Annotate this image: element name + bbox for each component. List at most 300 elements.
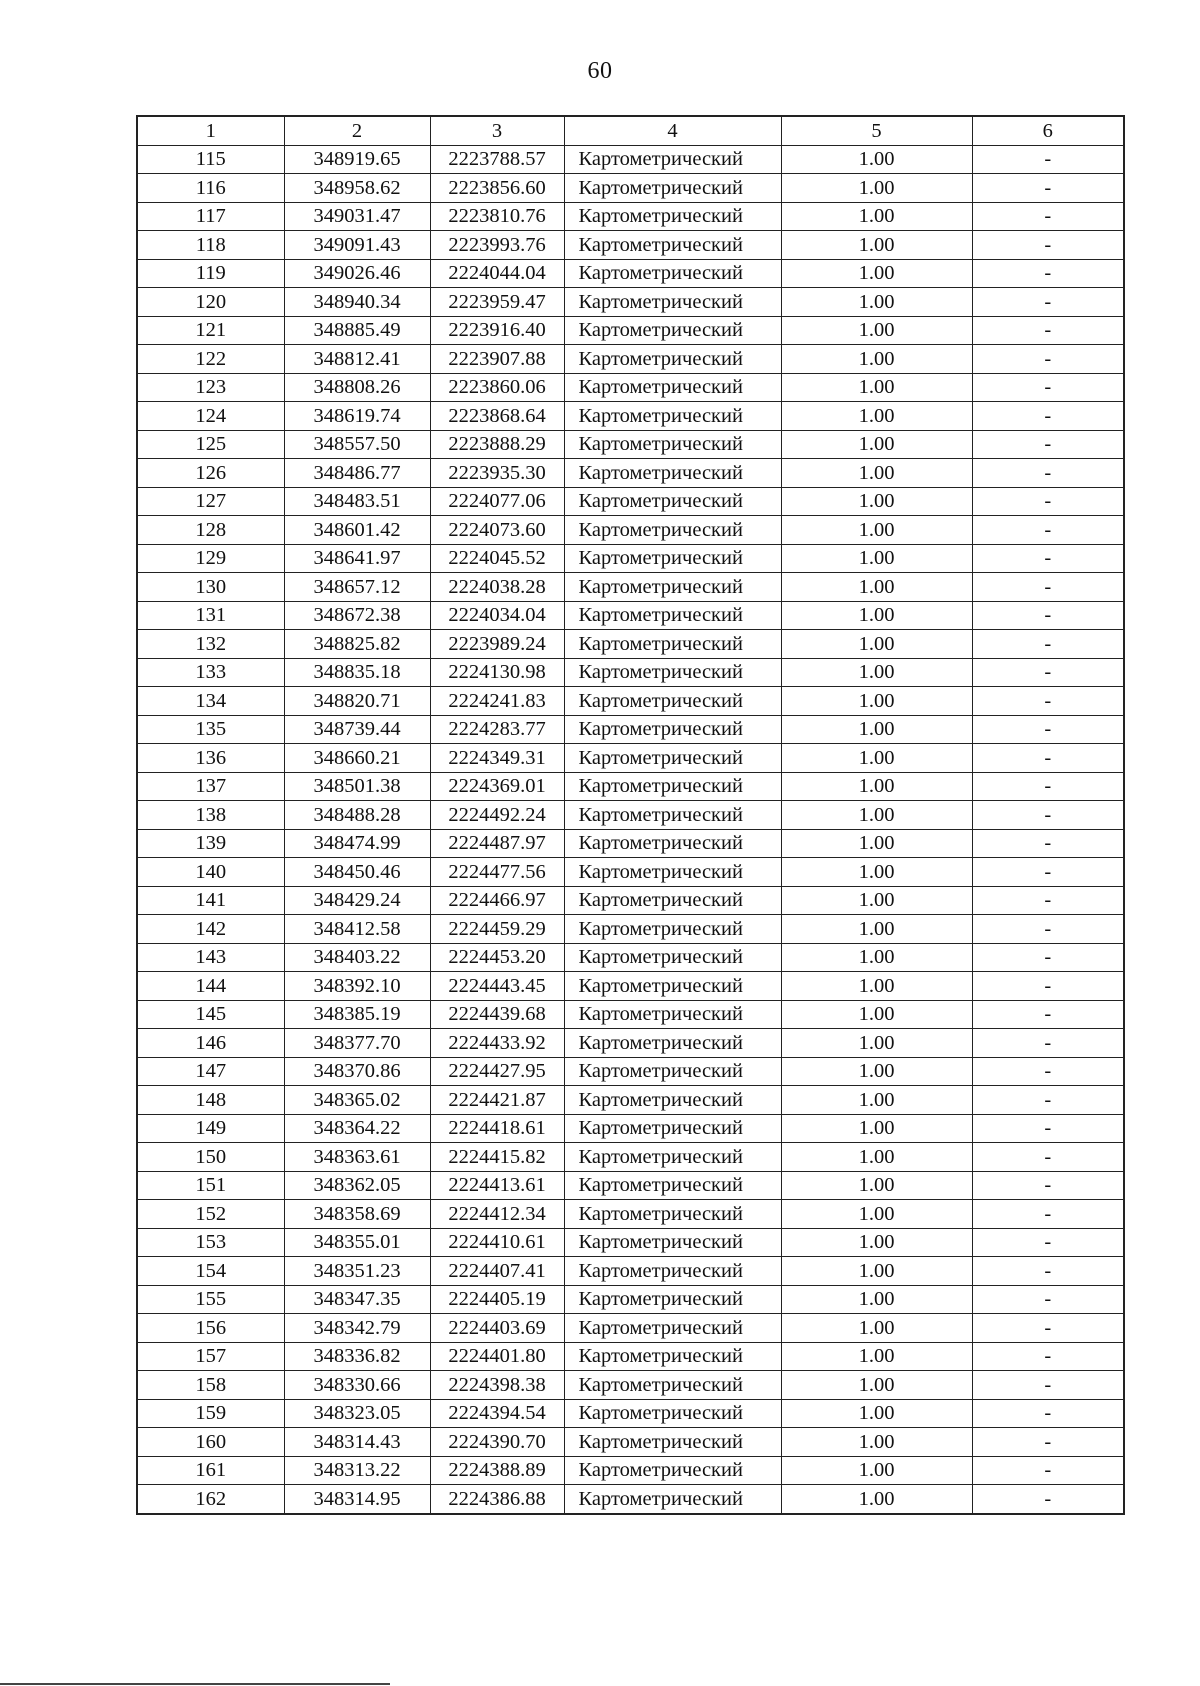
page-number: 60 [587, 58, 613, 84]
table-row [137, 943, 1124, 972]
table-row [137, 288, 1124, 317]
point-number-cell: 145 [137, 1000, 284, 1029]
accuracy-cell: 1.00 [781, 1371, 972, 1400]
y-coordinate-cell: 2224433.92 [430, 1029, 564, 1058]
method-cell: Картометрический [564, 402, 781, 431]
point-number-cell: 140 [137, 858, 284, 887]
x-coordinate-cell: 348657.12 [284, 573, 430, 602]
point-number-cell: 121 [137, 316, 284, 345]
accuracy-cell: 1.00 [781, 1171, 972, 1200]
method-cell: Картометрический [564, 1200, 781, 1229]
point-number-cell: 131 [137, 601, 284, 630]
method-cell: Картометрический [564, 943, 781, 972]
method-cell: Картометрический [564, 288, 781, 317]
point-number-cell: 136 [137, 744, 284, 773]
description-cell: - [972, 1485, 1124, 1514]
accuracy-cell: 1.00 [781, 430, 972, 459]
accuracy-cell: 1.00 [781, 1057, 972, 1086]
method-cell: Картометрический [564, 601, 781, 630]
method-cell: Картометрический [564, 1057, 781, 1086]
x-coordinate-cell: 348557.50 [284, 430, 430, 459]
y-coordinate-cell: 2224403.69 [430, 1314, 564, 1343]
description-cell: - [972, 1428, 1124, 1457]
point-number-cell: 123 [137, 373, 284, 402]
x-coordinate-cell: 348351.23 [284, 1257, 430, 1286]
column-header-2: 2 [284, 116, 430, 145]
point-number-cell: 137 [137, 772, 284, 801]
point-number-cell: 151 [137, 1171, 284, 1200]
table-row [137, 601, 1124, 630]
accuracy-cell: 1.00 [781, 972, 972, 1001]
table-row [137, 1000, 1124, 1029]
method-cell: Картометрический [564, 858, 781, 887]
description-cell: - [972, 373, 1124, 402]
point-number-cell: 146 [137, 1029, 284, 1058]
table-header-row [137, 116, 1124, 145]
y-coordinate-cell: 2224394.54 [430, 1399, 564, 1428]
table-row [137, 858, 1124, 887]
description-cell: - [972, 174, 1124, 203]
x-coordinate-cell: 348412.58 [284, 915, 430, 944]
accuracy-cell: 1.00 [781, 316, 972, 345]
table-row [137, 573, 1124, 602]
y-coordinate-cell: 2223959.47 [430, 288, 564, 317]
column-header-3: 3 [430, 116, 564, 145]
x-coordinate-cell: 348392.10 [284, 972, 430, 1001]
accuracy-cell: 1.00 [781, 573, 972, 602]
point-number-cell: 118 [137, 231, 284, 260]
accuracy-cell: 1.00 [781, 1228, 972, 1257]
table-row [137, 1314, 1124, 1343]
point-number-cell: 115 [137, 145, 284, 174]
x-coordinate-cell: 348370.86 [284, 1057, 430, 1086]
description-cell: - [972, 801, 1124, 830]
y-coordinate-cell: 2223856.60 [430, 174, 564, 203]
method-cell: Картометрический [564, 259, 781, 288]
point-number-cell: 152 [137, 1200, 284, 1229]
method-cell: Картометрический [564, 1485, 781, 1514]
accuracy-cell: 1.00 [781, 516, 972, 545]
y-coordinate-cell: 2223935.30 [430, 459, 564, 488]
x-coordinate-cell: 348672.38 [284, 601, 430, 630]
point-number-cell: 150 [137, 1143, 284, 1172]
point-number-cell: 125 [137, 430, 284, 459]
description-cell: - [972, 915, 1124, 944]
table-row [137, 1086, 1124, 1115]
x-coordinate-cell: 348474.99 [284, 829, 430, 858]
table-row [137, 1114, 1124, 1143]
table-row [137, 202, 1124, 231]
method-cell: Картометрический [564, 573, 781, 602]
accuracy-cell: 1.00 [781, 1086, 972, 1115]
description-cell: - [972, 430, 1124, 459]
method-cell: Картометрический [564, 630, 781, 659]
method-cell: Картометрический [564, 202, 781, 231]
accuracy-cell: 1.00 [781, 1029, 972, 1058]
point-number-cell: 147 [137, 1057, 284, 1086]
point-number-cell: 116 [137, 174, 284, 203]
accuracy-cell: 1.00 [781, 715, 972, 744]
method-cell: Картометрический [564, 801, 781, 830]
x-coordinate-cell: 348358.69 [284, 1200, 430, 1229]
description-cell: - [972, 345, 1124, 374]
y-coordinate-cell: 2224386.88 [430, 1485, 564, 1514]
method-cell: Картометрический [564, 1456, 781, 1485]
method-cell: Картометрический [564, 1342, 781, 1371]
x-coordinate-cell: 348835.18 [284, 658, 430, 687]
accuracy-cell: 1.00 [781, 943, 972, 972]
accuracy-cell: 1.00 [781, 1342, 972, 1371]
description-cell: - [972, 202, 1124, 231]
description-cell: - [972, 886, 1124, 915]
table-row [137, 174, 1124, 203]
y-coordinate-cell: 2224044.04 [430, 259, 564, 288]
description-cell: - [972, 316, 1124, 345]
method-cell: Картометрический [564, 658, 781, 687]
point-number-cell: 124 [137, 402, 284, 431]
point-number-cell: 132 [137, 630, 284, 659]
y-coordinate-cell: 2224077.06 [430, 487, 564, 516]
accuracy-cell: 1.00 [781, 1000, 972, 1029]
method-cell: Картометрический [564, 145, 781, 174]
x-coordinate-cell: 349031.47 [284, 202, 430, 231]
accuracy-cell: 1.00 [781, 772, 972, 801]
description-cell: - [972, 1143, 1124, 1172]
description-cell: - [972, 1342, 1124, 1371]
description-cell: - [972, 687, 1124, 716]
x-coordinate-cell: 348347.35 [284, 1285, 430, 1314]
column-header-5: 5 [781, 116, 972, 145]
description-cell: - [972, 601, 1124, 630]
description-cell: - [972, 1314, 1124, 1343]
point-number-cell: 129 [137, 544, 284, 573]
point-number-cell: 162 [137, 1485, 284, 1514]
y-coordinate-cell: 2223907.88 [430, 345, 564, 374]
y-coordinate-cell: 2223888.29 [430, 430, 564, 459]
y-coordinate-cell: 2224407.41 [430, 1257, 564, 1286]
y-coordinate-cell: 2224034.04 [430, 601, 564, 630]
point-number-cell: 135 [137, 715, 284, 744]
table-row [137, 1171, 1124, 1200]
table-row [137, 886, 1124, 915]
accuracy-cell: 1.00 [781, 1285, 972, 1314]
x-coordinate-cell: 348450.46 [284, 858, 430, 887]
table-row [137, 1029, 1124, 1058]
description-cell: - [972, 231, 1124, 260]
accuracy-cell: 1.00 [781, 801, 972, 830]
point-number-cell: 160 [137, 1428, 284, 1457]
y-coordinate-cell: 2224418.61 [430, 1114, 564, 1143]
x-coordinate-cell: 348483.51 [284, 487, 430, 516]
description-cell: - [972, 715, 1124, 744]
x-coordinate-cell: 348365.02 [284, 1086, 430, 1115]
x-coordinate-cell: 348739.44 [284, 715, 430, 744]
coordinates-table-wrapper [136, 115, 1125, 1515]
method-cell: Картометрический [564, 886, 781, 915]
table-row [137, 487, 1124, 516]
table-row [137, 658, 1124, 687]
point-number-cell: 127 [137, 487, 284, 516]
point-number-cell: 141 [137, 886, 284, 915]
point-number-cell: 122 [137, 345, 284, 374]
y-coordinate-cell: 2224283.77 [430, 715, 564, 744]
accuracy-cell: 1.00 [781, 1314, 972, 1343]
point-number-cell: 154 [137, 1257, 284, 1286]
table-row [137, 630, 1124, 659]
accuracy-cell: 1.00 [781, 915, 972, 944]
table-row [137, 373, 1124, 402]
point-number-cell: 156 [137, 1314, 284, 1343]
description-cell: - [972, 658, 1124, 687]
y-coordinate-cell: 2224241.83 [430, 687, 564, 716]
point-number-cell: 119 [137, 259, 284, 288]
y-coordinate-cell: 2224410.61 [430, 1228, 564, 1257]
table-body [137, 145, 1124, 1514]
y-coordinate-cell: 2223810.76 [430, 202, 564, 231]
accuracy-cell: 1.00 [781, 487, 972, 516]
accuracy-cell: 1.00 [781, 174, 972, 203]
accuracy-cell: 1.00 [781, 1428, 972, 1457]
table-row [137, 1485, 1124, 1514]
method-cell: Картометрический [564, 1428, 781, 1457]
x-coordinate-cell: 348825.82 [284, 630, 430, 659]
method-cell: Картометрический [564, 373, 781, 402]
table-row [137, 316, 1124, 345]
y-coordinate-cell: 2224413.61 [430, 1171, 564, 1200]
point-number-cell: 142 [137, 915, 284, 944]
accuracy-cell: 1.00 [781, 658, 972, 687]
accuracy-cell: 1.00 [781, 858, 972, 887]
y-coordinate-cell: 2224390.70 [430, 1428, 564, 1457]
method-cell: Картометрический [564, 1314, 781, 1343]
point-number-cell: 157 [137, 1342, 284, 1371]
y-coordinate-cell: 2224405.19 [430, 1285, 564, 1314]
column-header-1: 1 [137, 116, 284, 145]
method-cell: Картометрический [564, 1029, 781, 1058]
table-row [137, 1371, 1124, 1400]
table-row [137, 1285, 1124, 1314]
accuracy-cell: 1.00 [781, 259, 972, 288]
table-row [137, 1456, 1124, 1485]
method-cell: Картометрический [564, 1114, 781, 1143]
y-coordinate-cell: 2224130.98 [430, 658, 564, 687]
accuracy-cell: 1.00 [781, 601, 972, 630]
point-number-cell: 158 [137, 1371, 284, 1400]
table-row [137, 1228, 1124, 1257]
x-coordinate-cell: 348364.22 [284, 1114, 430, 1143]
point-number-cell: 153 [137, 1228, 284, 1257]
method-cell: Картометрический [564, 687, 781, 716]
accuracy-cell: 1.00 [781, 345, 972, 374]
x-coordinate-cell: 348385.19 [284, 1000, 430, 1029]
description-cell: - [972, 972, 1124, 1001]
method-cell: Картометрический [564, 1371, 781, 1400]
x-coordinate-cell: 348812.41 [284, 345, 430, 374]
description-cell: - [972, 459, 1124, 488]
description-cell: - [972, 1257, 1124, 1286]
x-coordinate-cell: 349091.43 [284, 231, 430, 260]
table-row [137, 1057, 1124, 1086]
point-number-cell: 117 [137, 202, 284, 231]
x-coordinate-cell: 348314.43 [284, 1428, 430, 1457]
point-number-cell: 148 [137, 1086, 284, 1115]
accuracy-cell: 1.00 [781, 886, 972, 915]
method-cell: Картометрический [564, 459, 781, 488]
description-cell: - [972, 1285, 1124, 1314]
y-coordinate-cell: 2224421.87 [430, 1086, 564, 1115]
x-coordinate-cell: 348660.21 [284, 744, 430, 773]
y-coordinate-cell: 2224401.80 [430, 1342, 564, 1371]
x-coordinate-cell: 348641.97 [284, 544, 430, 573]
description-cell: - [972, 1057, 1124, 1086]
x-coordinate-cell: 348601.42 [284, 516, 430, 545]
table-row [137, 402, 1124, 431]
point-number-cell: 139 [137, 829, 284, 858]
column-header-6: 6 [972, 116, 1124, 145]
method-cell: Картометрический [564, 516, 781, 545]
point-number-cell: 138 [137, 801, 284, 830]
accuracy-cell: 1.00 [781, 1143, 972, 1172]
y-coordinate-cell: 2224487.97 [430, 829, 564, 858]
method-cell: Картометрический [564, 174, 781, 203]
description-cell: - [972, 573, 1124, 602]
y-coordinate-cell: 2224073.60 [430, 516, 564, 545]
point-number-cell: 149 [137, 1114, 284, 1143]
table-row [137, 1257, 1124, 1286]
y-coordinate-cell: 2223989.24 [430, 630, 564, 659]
accuracy-cell: 1.00 [781, 1399, 972, 1428]
table-row [137, 430, 1124, 459]
description-cell: - [972, 943, 1124, 972]
method-cell: Картометрический [564, 1285, 781, 1314]
x-coordinate-cell: 348501.38 [284, 772, 430, 801]
y-coordinate-cell: 2223868.64 [430, 402, 564, 431]
point-number-cell: 159 [137, 1399, 284, 1428]
description-cell: - [972, 1086, 1124, 1115]
x-coordinate-cell: 348323.05 [284, 1399, 430, 1428]
x-coordinate-cell: 348313.22 [284, 1456, 430, 1485]
y-coordinate-cell: 2224443.45 [430, 972, 564, 1001]
x-coordinate-cell: 348486.77 [284, 459, 430, 488]
accuracy-cell: 1.00 [781, 630, 972, 659]
method-cell: Картометрический [564, 744, 781, 773]
point-number-cell: 144 [137, 972, 284, 1001]
method-cell: Картометрический [564, 1086, 781, 1115]
x-coordinate-cell: 348342.79 [284, 1314, 430, 1343]
method-cell: Картометрический [564, 316, 781, 345]
description-cell: - [972, 1000, 1124, 1029]
method-cell: Картометрический [564, 772, 781, 801]
table-row [137, 145, 1124, 174]
x-coordinate-cell: 348820.71 [284, 687, 430, 716]
point-number-cell: 155 [137, 1285, 284, 1314]
description-cell: - [972, 829, 1124, 858]
accuracy-cell: 1.00 [781, 829, 972, 858]
table-row [137, 715, 1124, 744]
table-row [137, 829, 1124, 858]
y-coordinate-cell: 2224388.89 [430, 1456, 564, 1485]
x-coordinate-cell: 348403.22 [284, 943, 430, 972]
description-cell: - [972, 1371, 1124, 1400]
method-cell: Картометрический [564, 544, 781, 573]
description-cell: - [972, 858, 1124, 887]
x-coordinate-cell: 348336.82 [284, 1342, 430, 1371]
x-coordinate-cell: 348314.95 [284, 1485, 430, 1514]
y-coordinate-cell: 2224349.31 [430, 744, 564, 773]
method-cell: Картометрический [564, 1000, 781, 1029]
y-coordinate-cell: 2224412.34 [430, 1200, 564, 1229]
coordinates-table [136, 115, 1125, 1515]
description-cell: - [972, 630, 1124, 659]
method-cell: Картометрический [564, 345, 781, 374]
accuracy-cell: 1.00 [781, 1257, 972, 1286]
y-coordinate-cell: 2223993.76 [430, 231, 564, 260]
accuracy-cell: 1.00 [781, 744, 972, 773]
column-header-4: 4 [564, 116, 781, 145]
accuracy-cell: 1.00 [781, 1485, 972, 1514]
method-cell: Картометрический [564, 915, 781, 944]
table-row [137, 972, 1124, 1001]
y-coordinate-cell: 2223788.57 [430, 145, 564, 174]
method-cell: Картометрический [564, 715, 781, 744]
accuracy-cell: 1.00 [781, 459, 972, 488]
description-cell: - [972, 402, 1124, 431]
accuracy-cell: 1.00 [781, 544, 972, 573]
y-coordinate-cell: 2224045.52 [430, 544, 564, 573]
accuracy-cell: 1.00 [781, 288, 972, 317]
description-cell: - [972, 1171, 1124, 1200]
y-coordinate-cell: 2224453.20 [430, 943, 564, 972]
x-coordinate-cell: 348958.62 [284, 174, 430, 203]
method-cell: Картометрический [564, 972, 781, 1001]
table-row [137, 1399, 1124, 1428]
table-row [137, 687, 1124, 716]
y-coordinate-cell: 2223916.40 [430, 316, 564, 345]
table-row [137, 259, 1124, 288]
accuracy-cell: 1.00 [781, 145, 972, 174]
point-number-cell: 126 [137, 459, 284, 488]
accuracy-cell: 1.00 [781, 687, 972, 716]
method-cell: Картометрический [564, 1143, 781, 1172]
point-number-cell: 161 [137, 1456, 284, 1485]
description-cell: - [972, 772, 1124, 801]
footer-rule [0, 1683, 390, 1685]
table-row [137, 1200, 1124, 1229]
accuracy-cell: 1.00 [781, 231, 972, 260]
table-row [137, 516, 1124, 545]
table-row [137, 459, 1124, 488]
table-row [137, 772, 1124, 801]
x-coordinate-cell: 348330.66 [284, 1371, 430, 1400]
description-cell: - [972, 259, 1124, 288]
x-coordinate-cell: 348488.28 [284, 801, 430, 830]
method-cell: Картометрический [564, 1399, 781, 1428]
x-coordinate-cell: 348808.26 [284, 373, 430, 402]
y-coordinate-cell: 2224398.38 [430, 1371, 564, 1400]
description-cell: - [972, 544, 1124, 573]
x-coordinate-cell: 348919.65 [284, 145, 430, 174]
table-row [137, 345, 1124, 374]
method-cell: Картометрический [564, 1228, 781, 1257]
accuracy-cell: 1.00 [781, 373, 972, 402]
accuracy-cell: 1.00 [781, 1200, 972, 1229]
y-coordinate-cell: 2224369.01 [430, 772, 564, 801]
x-coordinate-cell: 348355.01 [284, 1228, 430, 1257]
table-row [137, 915, 1124, 944]
x-coordinate-cell: 348377.70 [284, 1029, 430, 1058]
description-cell: - [972, 744, 1124, 773]
method-cell: Картометрический [564, 1257, 781, 1286]
